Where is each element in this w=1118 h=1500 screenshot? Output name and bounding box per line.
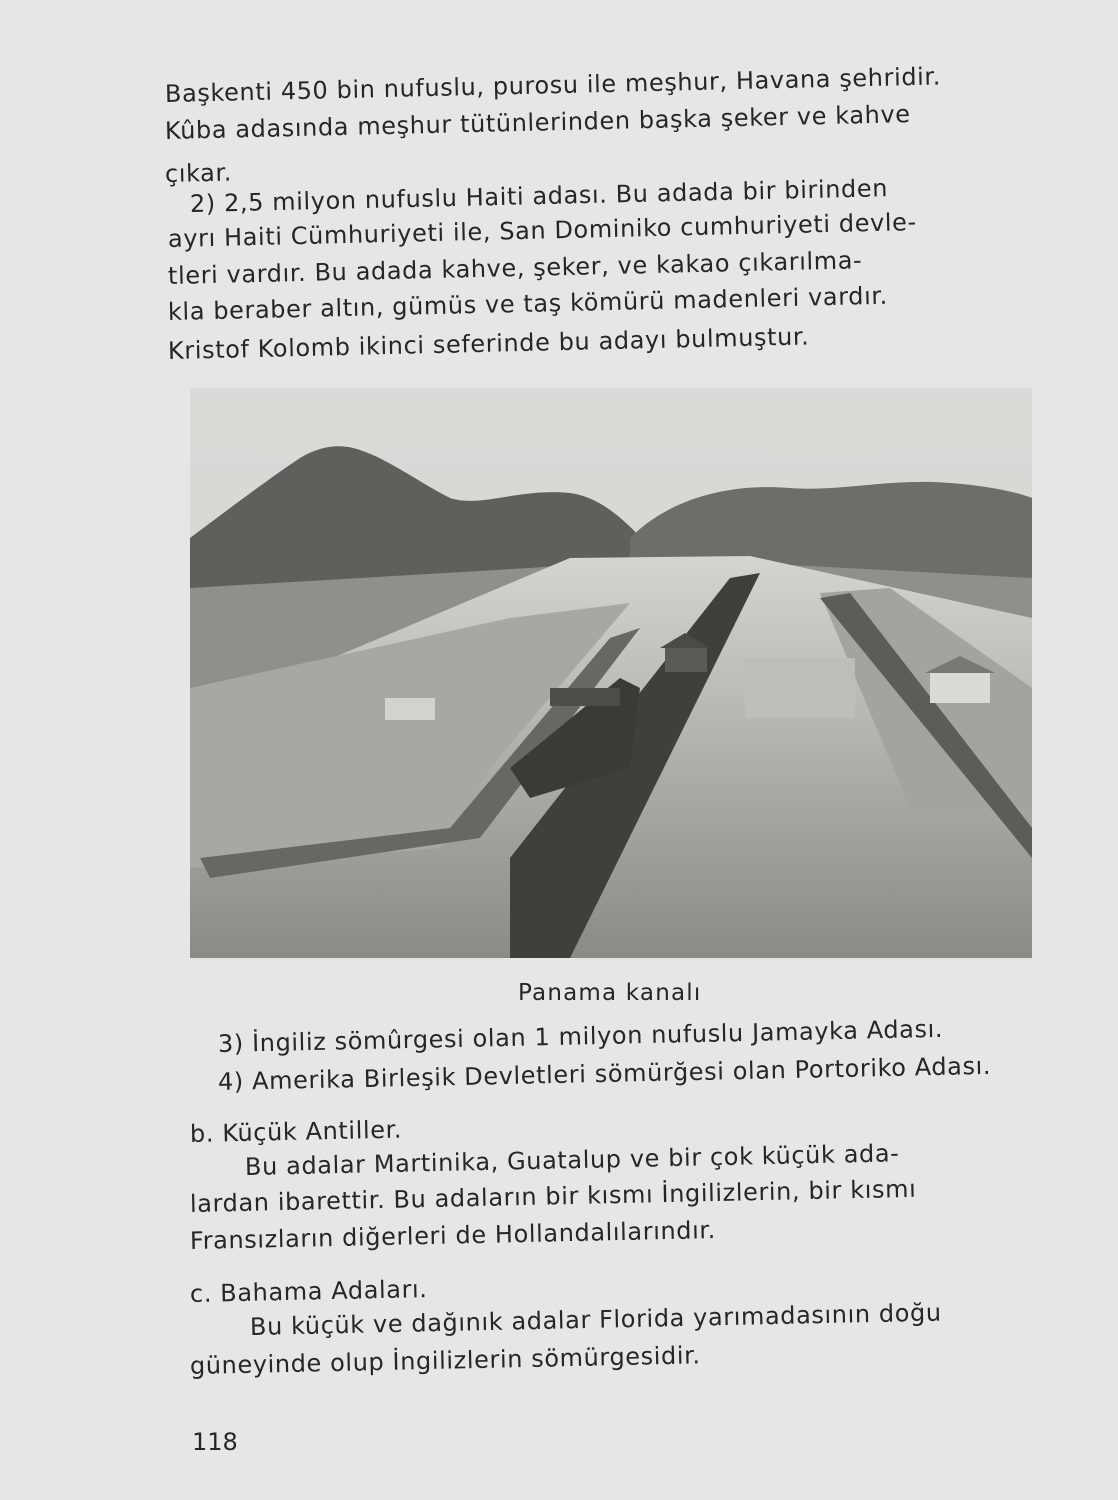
text-line: 2) 2,5 milyon nufuslu Haiti adası. Bu adada bir birinden: [189, 174, 889, 218]
text-line: Başkenti 450 bin nufuslu, purosu ile meşhur, Havana şehridir.: [164, 62, 942, 108]
list-item: 3) İngiliz sömûrgesi olan 1 milyon nufuslu Jamayka Adası.: [217, 1014, 944, 1058]
figure-caption: Panama kanalı: [518, 980, 702, 1006]
section-b-heading: b. Küçük Antiller.: [189, 1115, 403, 1148]
ship-deck: [550, 688, 620, 706]
text-line: çıkar.: [164, 158, 233, 188]
page-number: 118: [192, 1428, 238, 1456]
panama-canal-photo: [190, 388, 1032, 958]
text-line: ayrı Haiti Cümhuriyeti ile, San Dominiko cumhuriyeti devle-: [167, 208, 918, 253]
text-line: Kristof Kolomb ikinci seferinde bu adayı bulmuştur.: [167, 322, 810, 365]
text-line: lardan ibarettir. Bu adaların bir kısmı İngilizlerin, bir kısmı: [189, 1174, 917, 1218]
text-line: güneyinde olup İngilizlerin sömürgesidir.: [189, 1341, 701, 1380]
text-line: Bu küçük ve dağınık adalar Florida yarımadasının doğu: [249, 1298, 942, 1341]
text-line: Kûba adasında meşhur tütünlerinden başka şeker ve kahve: [164, 100, 911, 145]
list-item: 4) Amerika Birleşik Devletleri sömürğesi olan Portoriko Adası.: [217, 1051, 992, 1096]
lock-house: [665, 648, 707, 672]
text-line: Bu adalar Martinika, Guatalup ve bir çok küçük ada-: [244, 1139, 900, 1181]
text-line: kla beraber altın, gümüs ve taş kömürü madenleri vardır.: [167, 281, 889, 326]
right-building: [930, 673, 990, 703]
text-line: Fransızların diğerleri de Hollandalılarındır.: [189, 1215, 717, 1255]
left-building: [385, 698, 435, 720]
text-line: tleri vardır. Bu adada kahve, şeker, ve kakao çıkarılma-: [167, 246, 863, 290]
canal-illustration: [190, 388, 1032, 958]
lock-chamber: [745, 658, 855, 718]
section-c-heading: c. Bahama Adaları.: [189, 1275, 428, 1308]
